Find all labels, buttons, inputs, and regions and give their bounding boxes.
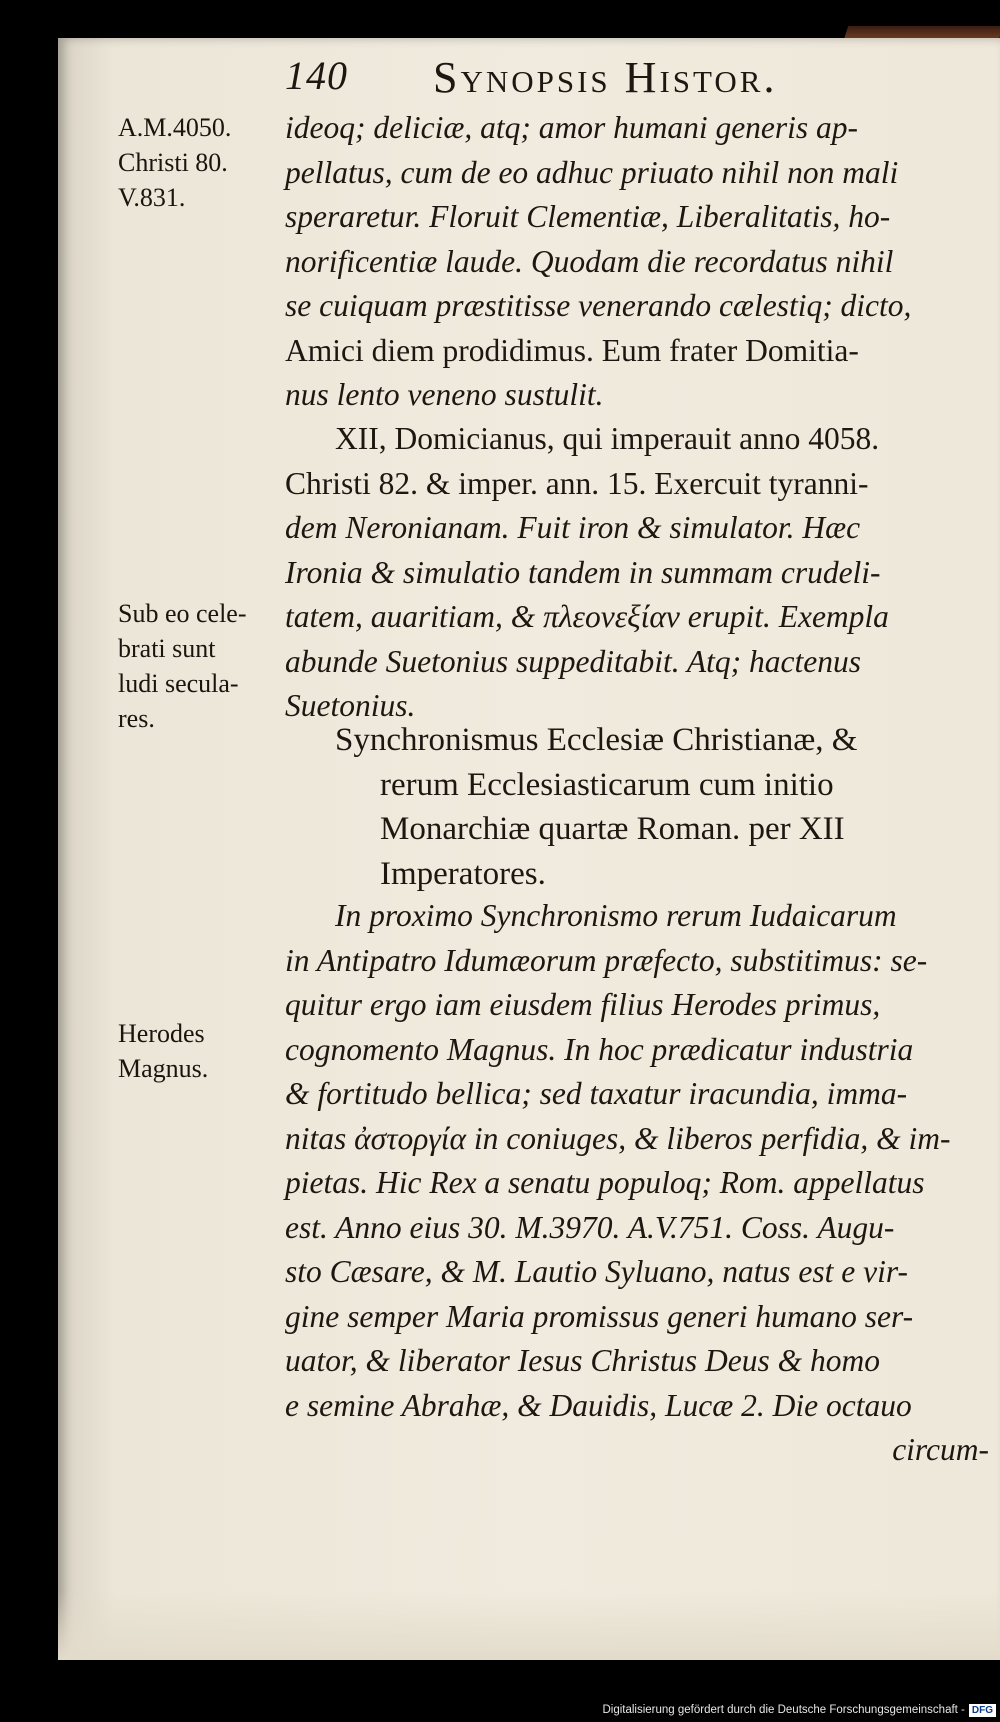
- text-line: nus lento veneno sustulit.: [285, 377, 604, 412]
- text-line: pietas. Hic Rex a senatu populoq; Rom. appellatus: [285, 1165, 925, 1200]
- heading-line: Synchronismus Ecclesiæ Christianæ, &: [335, 722, 858, 758]
- digitization-footer: [602, 1702, 996, 1718]
- heading-line: Imperatores.: [380, 855, 546, 892]
- text-line: in Antipatro Idumæorum præfecto, substitimus: se-: [285, 942, 928, 978]
- text-line: quitur ergo iam eiusdem filius Herodes primus,: [285, 987, 881, 1022]
- margin-line: ludi secula-: [118, 669, 239, 698]
- text-line: Ironia & simulatio tandem in summam crudeli-: [285, 554, 881, 590]
- text-line: Amici diem prodidimus. Eum frater Domitia-: [285, 332, 859, 368]
- text-line: abunde Suetonius suppeditabit. Atq; hactenus: [285, 643, 861, 679]
- paragraph-domitianus: [285, 417, 997, 729]
- heading-line: Monarchiæ quartæ Roman. per XII: [380, 811, 845, 847]
- footer-text: Digitalisierung gefördert durch die Deutsche Forschungsgemeinschaft -: [602, 1704, 965, 1716]
- page-number: 140: [285, 53, 348, 98]
- text-line: XII, Domicianus, qui imperauit anno 4058.: [335, 421, 880, 456]
- margin-line: V.831.: [118, 183, 186, 212]
- heading-line: rerum Ecclesiasticarum cum initio: [380, 766, 834, 803]
- text-line: dem Neronianam. Fuit iron & simulator. Hæc: [285, 510, 861, 545]
- text-line: e semine Abrahæ, & Dauidis, Lucæ 2. Die octauo: [285, 1387, 912, 1423]
- margin-line: brati sunt: [118, 634, 216, 663]
- margin-line: Christi 80.: [118, 148, 228, 177]
- paragraph-herodes: [285, 894, 997, 1473]
- catchword: circum-: [892, 1432, 989, 1467]
- dfg-logo-icon: DFG: [969, 1704, 996, 1717]
- margin-note-date: [118, 110, 283, 215]
- margin-line: Magnus.: [118, 1054, 209, 1083]
- margin-note-herodes: [118, 1016, 283, 1086]
- margin-line: Herodes: [118, 1019, 205, 1048]
- paragraph-titus: [285, 106, 997, 418]
- text-line: ideoq; deliciæ, atq; amor humani generis ap-: [285, 110, 859, 145]
- text-line: cognomento Magnus. In hoc prædicatur industria: [285, 1031, 914, 1067]
- text-line: est. Anno eius 30. M.3970. A.V.751. Coss. Augu-: [285, 1209, 895, 1245]
- text-line: pellatus, cum de eo adhuc priuato nihil non mali: [285, 154, 899, 190]
- text-line: norificentiæ laude. Quodam die recordatus nihil: [285, 243, 894, 279]
- text-line: Suetonius.: [285, 688, 416, 723]
- text-line: tatem, auaritiam, & πλεονεξίαν erupit. Exempla: [285, 599, 889, 634]
- page-header: [0, 52, 1000, 104]
- text-line: nitas ἀστοργία in coniuges, & liberos perfidia, & im-: [285, 1120, 951, 1156]
- section-heading: [335, 718, 995, 896]
- margin-line: Sub eo cele-: [118, 599, 247, 628]
- text-line: speraretur. Floruit Clementiæ, Liberalitatis, ho-: [285, 199, 891, 234]
- margin-line: res.: [118, 704, 155, 733]
- text-line: gine semper Maria promissus generi humano ser-: [285, 1298, 914, 1334]
- text-line: uator, & liberator Iesus Christus Deus & homo: [285, 1343, 881, 1378]
- text-line: In proximo Synchronismo rerum Iudaicarum: [335, 898, 897, 933]
- text-line: se cuiquam præstitisse venerando cælestiq; dicto,: [285, 288, 912, 323]
- margin-note-ludi: [118, 596, 283, 736]
- text-line: sto Cæsare, & M. Lautio Syluano, natus est e vir-: [285, 1254, 908, 1289]
- text-line: Christi 82. & imper. ann. 15. Exercuit tyranni-: [285, 465, 869, 501]
- text-line: & fortitudo bellica; sed taxatur iracundia, imma-: [285, 1076, 908, 1111]
- margin-line: A.M.4050.: [118, 113, 232, 142]
- running-title: Synopsis Histor.: [433, 53, 778, 102]
